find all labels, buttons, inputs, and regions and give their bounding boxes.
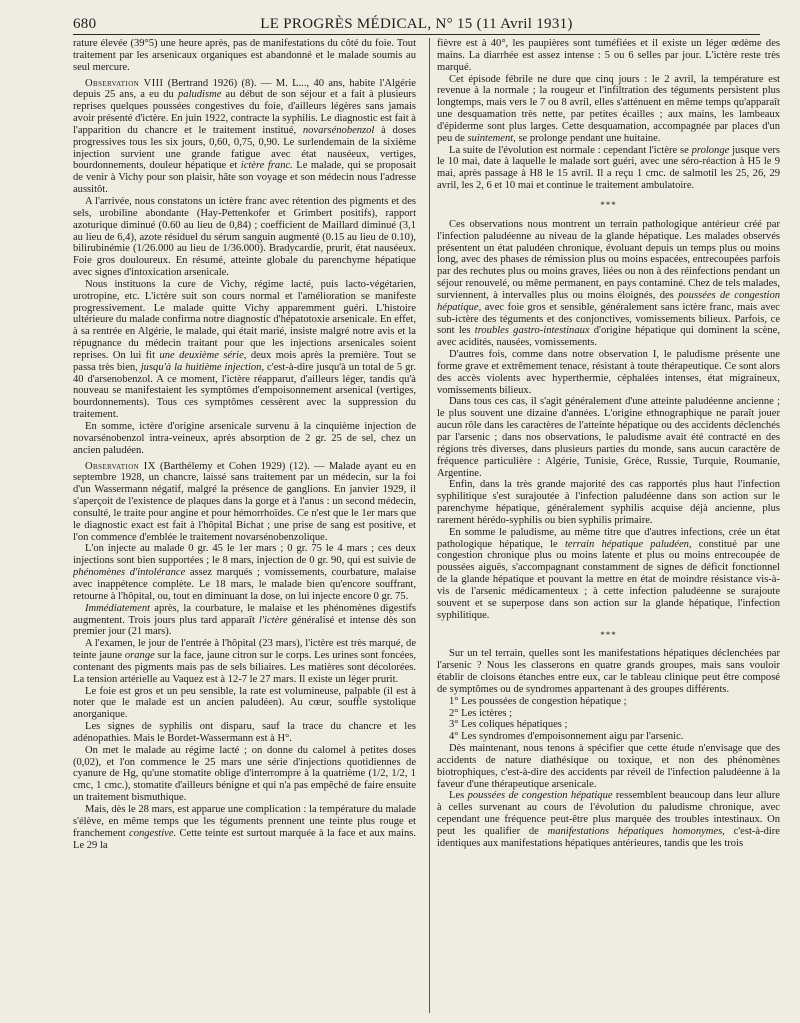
italic-run: orange bbox=[124, 650, 155, 662]
italic-run: novarsénobenzol bbox=[302, 124, 375, 136]
text-run: Ces observations nous montrent un terrain pathologique antérieur créé par l'infection paludéenne au niveau de la glande hépatique. Les malades observés présentent un état paludéen chronique, évoluant depuis un temps plus ou moins long, avec des phases de rémission plus ou moins espacées, entrecoupées parfois par des rechutes plus ou moins graves, liées ou non à des réinfections pendant un séjour renouvelé, ou même permanent, en pays contaminé. Chez de tels malades, surviennent, à intervalles plus ou moins éloignés, des bbox=[437, 218, 780, 301]
section-asterism: *** bbox=[600, 629, 617, 640]
observation-heading: Observation VIII bbox=[85, 77, 164, 89]
text-run: Nous instituons la cure de Vichy, régime lacté, puis lacto-végétarien, urotropine, etc. L'ictère suit son cours normal et l'amélioration se manifeste progressivement. Le malade quitte Vichy apparemment guéri. L'histoire ultérieure du malade confirma notre diagnostic d'hépatotoxie arsenicale. En effet, à sa rentrée en Algérie, le malade, qui était marié, insiste malgré notre avis et la répugnance du médecin traitant pour que les injections arsenicales soient reprises. On lui fit bbox=[73, 278, 416, 361]
italic-run: congestive. bbox=[129, 827, 177, 839]
paragraph: Le foie est gros et un peu sensible, la rate est volumineuse, palpable (il est à noter que le malade est un ancien paludéen). Au cœur, souffle systolique anorganique. bbox=[73, 685, 416, 721]
paragraph bbox=[437, 219, 780, 349]
list-item: 3° Les coliques hépatiques ; bbox=[449, 719, 568, 731]
italic-run: poussées de congestion hépatique bbox=[467, 790, 613, 802]
observation-ix bbox=[73, 461, 416, 544]
paragraph: rature élevée (39°5) une heure après, pas de manifestations du côté du foie. Tout traitement par les arsenicaux organiques est abandonné et le malade soumis au seul mercure. bbox=[73, 38, 416, 73]
text-run: deux mois après la première. Tout se passa très bien, bbox=[73, 349, 416, 373]
observation-heading: Observation IX bbox=[85, 460, 156, 472]
italic-run: terrain hépatique paludéen, bbox=[564, 538, 692, 550]
italic-run: l'ictère bbox=[258, 614, 288, 626]
paragraph: fièvre est à 40°, les paupières sont tuméfiées et il existe un léger œdème des mains. La diarrhée est assez intense : 5 ou 6 selles par jour. L'ictère reste très marqué. bbox=[437, 38, 780, 73]
paragraph bbox=[73, 638, 416, 685]
observation-viii bbox=[73, 78, 416, 196]
paragraph bbox=[437, 527, 780, 622]
paragraph: Enfin, dans la très grande majorité des cas rapportés plus haut l'infection syphilitique s'est surajoutée à l'infection paludéenne dans son action sur le parenchyme hépatique, généralement syphilis acquise déjà ancienne, plus rarement hérédo-syphilis ou bien syphilis primaire. bbox=[437, 479, 780, 526]
list-item: 4° Les syndromes d'empoisonnement aigu par l'arsenic. bbox=[449, 731, 684, 743]
text-run: constitué par une congestion chronique plus ou moins latente et plus ou moins entrecoupée de poussées aiguës, s'accompagnant constamment de signes de déficit fonctionnel de la glande hépatique et pouvant la mettre en état de moindre résistance vis-à-vis de l'arsenic médicamenteux ; à cette infection paludéenne se surajoute souvent et se superpose dans son action sur la glande hépatique, l'infection syphilitique. bbox=[437, 538, 780, 621]
text-run: c'est-à-dire jusqu'à un total de 5 gr. 40 d'arsenobenzol. A ce moment, l'ictère réapparut, d'ailleurs léger, tandis qu'à nouveau se manifestaient les symptômes d'empoisonnement arsenical (vertiges, bourdonnements). Tous ces symptômes cessèrent avec la suppression du traitement. bbox=[73, 361, 416, 421]
paragraph: Les signes de syphilis ont disparu, sauf la trace du chancre et les adénopathies. Mais le Bordet-Wassermann est à H°. bbox=[73, 721, 416, 744]
paragraph: Dès maintenant, nous tenons à spécifier que cette étude n'envisage que des accidents de nature diathésique ou toxique, et non des phénomènes biotrophiques, c'est-à-dire des accidents par réveil de l'infection paludéenne à la faveur d'une thérapeutique arsenicale. bbox=[437, 743, 780, 790]
text-run: Cette teinte est surtout marquée à la face et aux mains. Le 29 la bbox=[73, 827, 416, 851]
running-header bbox=[73, 12, 760, 36]
list-item: 1° Les poussées de congestion hépatique ; bbox=[449, 695, 627, 707]
italic-run: manifestations hépatiques homonymes, bbox=[547, 826, 725, 837]
text-run: au début de son séjour et a fait à plusieurs reprises quelques poussées congestives du foie, d'ailleurs légères sans jamais avoir présenté d'ictère. En juin 1922, contracte la syphilis. Le diagnostic est fait à l'apparition du chancre et le traitement institué, bbox=[73, 89, 416, 136]
text-run: c'est-à-dire identiques aux manifestations hépatiques antérieures, tandis que les trois bbox=[437, 826, 780, 849]
text-run: (Barthélemy et Cohen 1929) (12). — Malade ayant eu en septembre 1928, un chancre, laissé sans traitement par un médecin, sur la foi d'un Wassermann négatif, malgré la présence de ganglions. En janvier 1929, il s'aperçoit de l'existence de plaques dans la gorge et à l'anus : un second médecin, consulté, le traite pour angine et pour hémorrhoïdes. Ce n'est que le 1er mars que le diagnostic exact est fait à l'hôpital Bichat ; une prise de sang est positive, et l'on commence d'emblée le traitement novarsénobenzolique. bbox=[73, 460, 416, 543]
italic-run: paludisme bbox=[178, 89, 222, 101]
paragraph: Dans tous ces cas, il s'agit généralement d'une atteinte paludéenne ancienne ; le plus souvent une dizaine d'années. L'origine ethnographique ne paraît jouer aucun rôle dans les caractères de l'atteinte hépatique ou des accidents déclenchés par l'arsenic ; dans nos observations, le paludisme avait été contracté en des régions très diverses, dans plusieurs parties du monde, sans aucun caractère de fréquence particulière : Algérie, Tunisie, Grèce, Russie, Turquie, Roumanie, Argentine. bbox=[437, 396, 780, 479]
italic-run: une deuxième série, bbox=[159, 349, 247, 361]
running-title: LE PROGRÈS MÉDICAL, N° 15 (11 Avril 1931) bbox=[260, 16, 573, 32]
italic-run: poussées de congestion hépatique, bbox=[437, 289, 780, 313]
text-run: Les bbox=[449, 790, 468, 802]
text-run: se prolonge pendant une huitaine. bbox=[515, 132, 661, 144]
text-run: avec foie gros et sensible, généralement sans ictère franc, mais avec sub-ictère des téguments et des conjonctives, vomissements bilieux. Parfois, ce sont les bbox=[437, 301, 780, 337]
section-asterism: *** bbox=[600, 199, 617, 210]
paragraph bbox=[437, 74, 780, 145]
left-column bbox=[73, 38, 416, 1013]
paragraph bbox=[73, 279, 416, 421]
text-run: sur la face, jaune citron sur le corps. Les urines sont foncées, contenant des pigments mais pas de sels biliaires. Les matières sont décolorées. La tension artérielle au Vaquez est à 12-7 le 27 mars. Il existe un léger prurit. bbox=[73, 650, 416, 685]
italic-run: troubles gastro-intestinaux bbox=[474, 325, 590, 337]
text-run: assez marqués ; vomissements, courbature, malaise avec inappétence complète. Le 18 mars, le malade bien qu'encore souffrant, retourne à l'hôpital, ou, tout en diminuant la dose, on lui injecte encore 0 gr. 75. bbox=[73, 567, 416, 602]
text-run: à doses progressives tous les six jours, 0,60, 0,75, 0,90. Le surlendemain de la sixième injection survient une grande fatigue avec état nauséeux, vertiges, bourdonnements, douleur hépatique et bbox=[73, 124, 416, 172]
italic-run: suintement, bbox=[467, 132, 516, 144]
paragraph bbox=[73, 543, 416, 602]
paragraph: On met le malade au régime lacté ; on donne du calomel à petites doses (0,02), et l'on commence le 25 mars une série d'injections quotidiennes de cyanure de Hg, qu'une stomatite oblige d'interrompre à la quatrième (1/2, 1/2, 1 cmc, 1 cmc.), stomatite d'ailleurs bénigne et qui n'a pas empêché de faire ensuite un traitement bismuthique. bbox=[73, 744, 416, 804]
right-column bbox=[437, 38, 780, 1013]
paragraph bbox=[73, 603, 416, 639]
paragraph bbox=[437, 790, 780, 849]
text-run: Mais, dès le 28 mars, est apparue une complication : la température du malade s'élève, en même temps que les téguments prennent une teinte plus rouge et franchement bbox=[73, 804, 416, 839]
text-run: L'on injecte au malade 0 gr. 45 le 1er mars ; 0 gr. 75 le 4 mars ; ces deux injections sont bien supportées ; le 8 mars, injection de 0 gr. 90, qui est suivie de bbox=[73, 543, 416, 567]
paragraph bbox=[437, 145, 780, 192]
page-number: 680 bbox=[73, 16, 97, 32]
text-run: généralisé et intense dès son premier jour (21 mars). bbox=[73, 614, 416, 638]
text-run: (Bertrand 1926) (8). — M. L..., 40 ans, habite l'Algérie depuis 25 ans, a eu du bbox=[73, 77, 416, 101]
text-run: En somme le paludisme, au même titre que d'autres infections, crée un état pathologique hépatique, le bbox=[437, 526, 780, 550]
text-run: Cet épisode fébrile ne dure que cinq jours : le 2 avril, la température est revenue à la normale ; la rougeur et l'infiltration des téguments persistent plus longtemps, mais vers le 7 ou 8 avril, elles s'atténuent en même temps qu'apparaît une desquamation très nette, par petites écailles ; aux mains, les lambeaux d'épiderme sont plus larges. Cette desquamation, accompagnée par places d'un peu de bbox=[437, 73, 780, 144]
column-divider bbox=[429, 38, 430, 1013]
text-run: ressemblent beaucoup dans leur allure à celles survenant au cours de l'évolution du paludisme chronique, avec cependant une fréquence peut-être plus marquée des troubles intestinaux. On peut les qualifier de bbox=[437, 790, 780, 837]
italic-run: Immédiatement bbox=[85, 602, 151, 614]
italic-run: phénomènes d'intolérance bbox=[73, 567, 186, 579]
paragraph: En somme, ictère d'origine arsenicale survenu à la cinquième injection de novarsénobenzol intra-veineux, après absorption de 2 gr. 25 de sel, chez un ancien paludéen. bbox=[73, 421, 416, 456]
italic-run: jusqu'à la huitième injection, bbox=[140, 361, 265, 373]
text-run: La suite de l'évolution est normale : cependant l'ictère se bbox=[449, 144, 692, 156]
text-run: après, la courbature, le malaise et les phénomènes digestifs augmentent. Trois jours plus tard apparaît bbox=[73, 602, 416, 626]
paragraph: A l'arrivée, nous constatons un ictère franc avec rétention des pigments et des sels, urobiline abondante (Hay-Pettenkofer et Grimbert positifs), rapport azoturique diminué (0.60 au lieu de 0,84) ; coefficient de Maillard diminué (3,1 au lieu de 6,4), azote résiduel du sérum sanguin augmenté (0.15 au lieu de 0.10), bilirubinémie (1/26.000 au lieu de 1/36.000). Bradycardie, prurit, état nauséeux. Foie gros douloureux. En résumé, atteinte globale du parenchyme hépatique avec signes d'intoxication arsenicale. bbox=[73, 195, 416, 279]
italic-run: prolonge bbox=[691, 144, 730, 156]
text-run: jusque vers le 10 mai, date à laquelle le malade sort guéri, avec une séro-réaction à H5 le 9 mai, après passage à H8 le 15 avril. Il a reçu 1 cmc. de salmotil les 25, 26, 29 avril, les 2, 6 et 10 mai et continue le traitement ambulatoire. bbox=[437, 144, 780, 192]
paragraph: Sur un tel terrain, quelles sont les manifestations hépatiques déclenchées par l'arsenic ? Nous les classerons en quatre grands groupes, mais sans vouloir établir de cloisons étanches entre eux, car le tableau clinique peut être composé de symptômes ou de syndromes appartenant à des groupes différents. bbox=[437, 648, 780, 695]
text-run: Le malade, qui se proposait de venir à Vichy pour son plaisir, hâte son voyage et son médecin nous l'adresse aussitôt. bbox=[73, 160, 416, 196]
paragraph: D'autres fois, comme dans notre observation I, le paludisme présente une forme grave et extrêmement tenace, résistant à toute thérapeutique. Ce sont alors des accès violents avec hyperthermie, céphalées intenses, état migraineux, vomissements bilieux. bbox=[437, 349, 780, 396]
header-rule bbox=[73, 34, 760, 35]
text-run: A l'examen, le jour de l'entrée à l'hôpital (23 mars), l'ictère est très marqué, de teinte jaune bbox=[73, 638, 416, 662]
italic-run: ictère franc. bbox=[240, 160, 293, 172]
paragraph bbox=[73, 804, 416, 851]
text-run: d'origine hépatique qui dominent la scène, avec acidités, nausées, vomissements. bbox=[437, 325, 780, 349]
list-item: 2° Les ictères ; bbox=[449, 707, 513, 719]
